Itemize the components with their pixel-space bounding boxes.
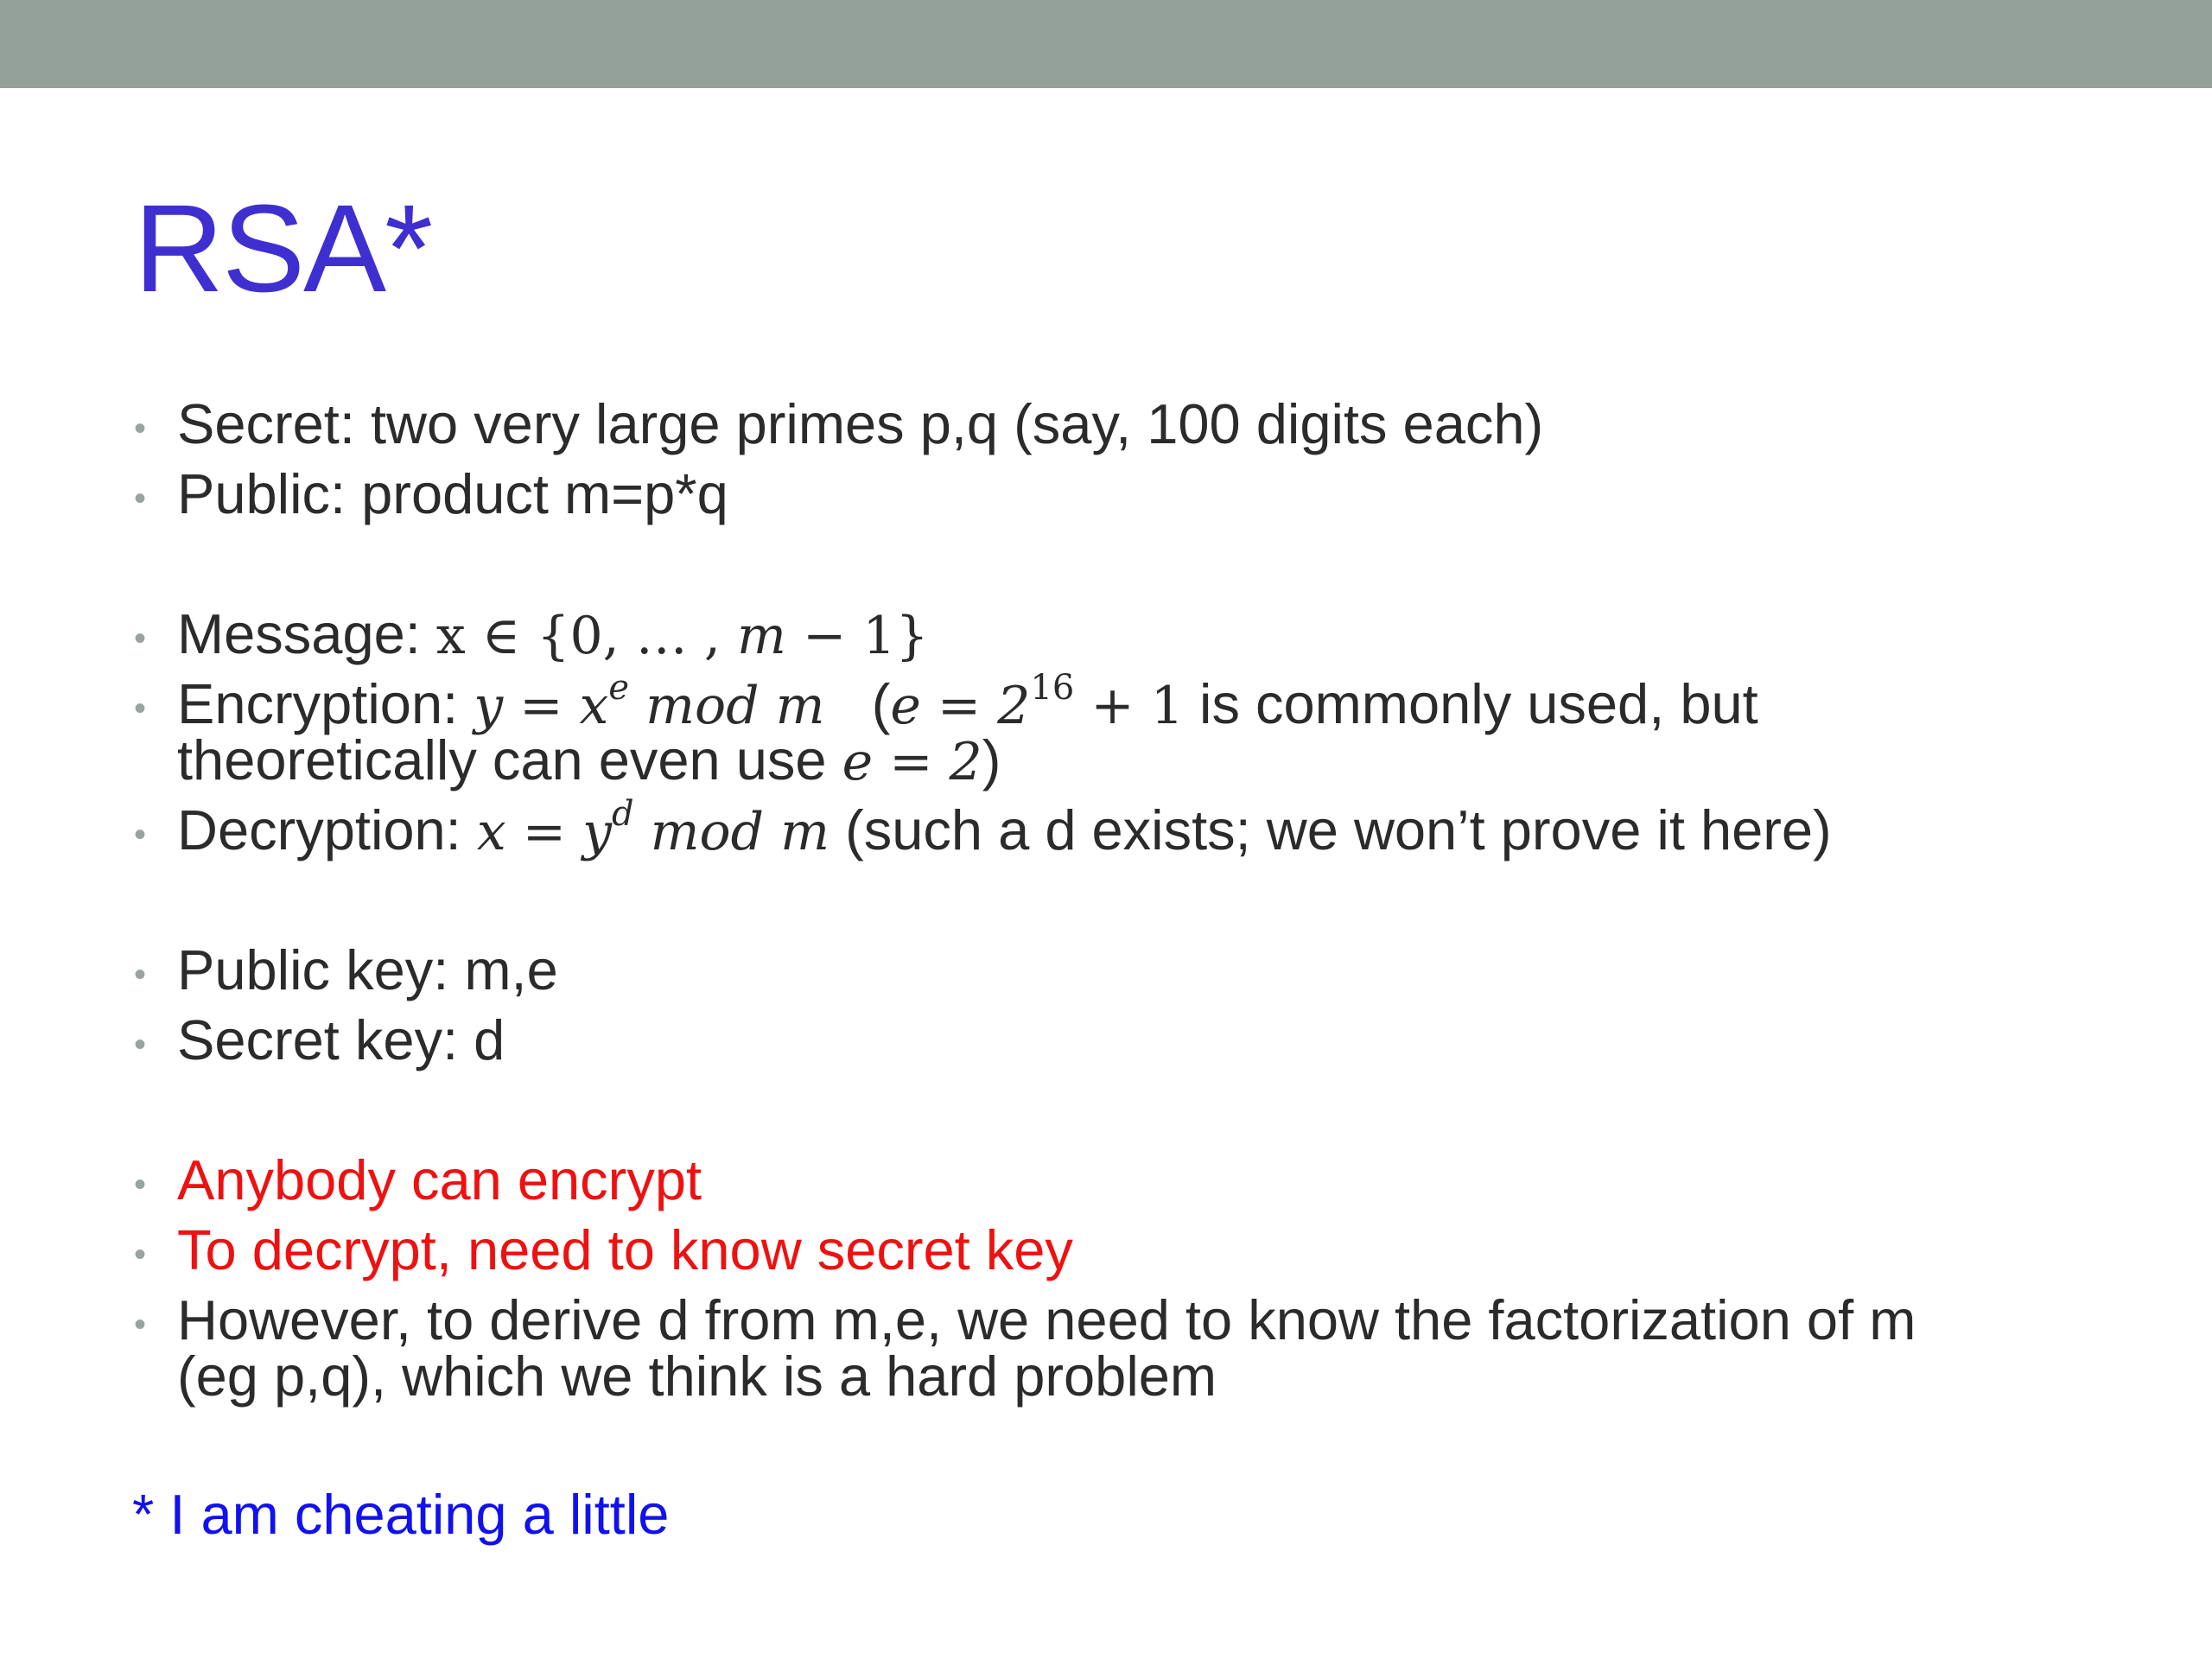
encryption-e-formula: $e = 2^{16} + 1$ xyxy=(890,668,1184,736)
bullet-dot-icon: • xyxy=(134,816,147,854)
bullet-anybody xyxy=(134,1148,702,1211)
encryption-line2: theoretically can even use e = 2) xyxy=(177,728,1001,792)
decryption-label: Decryption: xyxy=(177,798,477,861)
bullet-dot-icon: • xyxy=(134,1236,147,1274)
encryption-formula: $y = x^e$ mod m xyxy=(474,668,825,736)
bullet-secret-key xyxy=(134,1008,505,1071)
bullet-dot-icon: • xyxy=(134,620,147,658)
bullet-public-key-text: Public key: m,e xyxy=(177,938,558,1001)
slide-footnote: * I am cheating a little xyxy=(132,1483,670,1546)
message-label: Message: xyxy=(177,602,436,665)
bullet-dot-icon: • xyxy=(134,1306,147,1344)
decryption-note: (such a d exists; we won’t prove it here) xyxy=(830,798,1832,861)
bullet-to-decrypt-text: To decrypt, need to know secret key xyxy=(177,1218,1073,1281)
bullet-dot-icon: • xyxy=(134,1166,147,1204)
bullet-however-line1: However, to derive d from m,e, we need to know the factorization of m xyxy=(177,1288,1916,1351)
encryption-note-rest: is commonly used, but xyxy=(1183,672,1758,735)
encryption-note-open: ( xyxy=(824,672,891,735)
bullet-however-line2: (eg p,q), which we think is a hard problem xyxy=(177,1344,1217,1408)
message-math: x ∈ {0, … , m − 1} xyxy=(435,606,929,666)
bullet-decryption xyxy=(134,794,1832,862)
bullet-secret-text: Secret: two very large primes p,q (say, 100 digits each) xyxy=(177,392,1544,455)
bullet-dot-icon: • xyxy=(134,410,147,448)
bullet-to-decrypt xyxy=(134,1218,1073,1281)
bullet-public-key xyxy=(134,938,558,1001)
bullet-dot-icon: • xyxy=(134,1026,147,1064)
bullet-however xyxy=(134,1288,1916,1351)
decryption-formula: $x = y^d$ mod m xyxy=(476,794,830,862)
encryption-line2-formula: e = 2 xyxy=(842,732,982,792)
bullet-public xyxy=(134,462,728,525)
bullet-message xyxy=(134,602,929,666)
bullet-dot-icon: • xyxy=(134,690,147,728)
bullet-dot-icon: • xyxy=(134,956,147,994)
bullet-anybody-text: Anybody can encrypt xyxy=(177,1148,702,1211)
encryption-label: Encryption: xyxy=(177,672,474,735)
bullet-dot-icon: • xyxy=(134,480,147,518)
slide-header-bar xyxy=(0,0,2212,88)
bullet-secret-key-text: Secret key: d xyxy=(177,1008,505,1071)
slide-title: RSA* xyxy=(134,179,432,318)
bullet-secret xyxy=(134,392,1544,455)
bullet-encryption xyxy=(134,668,1758,736)
bullet-public-text: Public: product m=p*q xyxy=(177,462,728,525)
